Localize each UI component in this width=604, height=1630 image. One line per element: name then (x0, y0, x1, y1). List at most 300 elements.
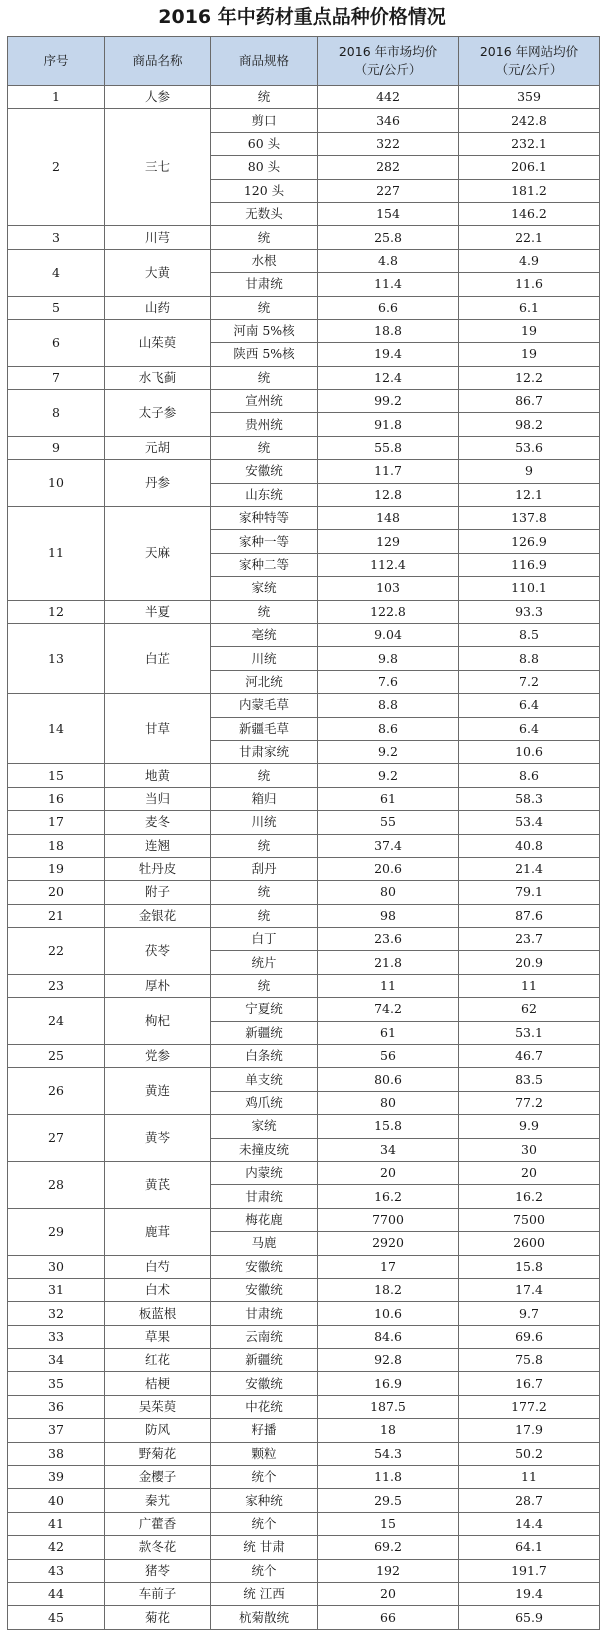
cell-market-price: 23.6 (318, 928, 459, 951)
cell-market-price: 98 (318, 904, 459, 927)
table-row (8, 1559, 600, 1582)
cell-product-spec: 统 (211, 764, 318, 787)
cell-product-spec: 甘肃统 (211, 1302, 318, 1325)
cell-product-name: 川芎 (105, 226, 211, 249)
header-website-price-label: 2016 年网站均价 (479, 44, 579, 59)
cell-market-price: 18 (318, 1419, 459, 1442)
header-product-name: 商品名称 (105, 37, 211, 86)
cell-product-spec: 安徽统 (211, 1255, 318, 1278)
cell-product-name: 野菊花 (105, 1442, 211, 1465)
cell-product-spec: 统个 (211, 1466, 318, 1489)
cell-website-price: 12.1 (459, 483, 600, 506)
cell-serial-no: 19 (8, 857, 105, 880)
cell-product-spec: 家种特等 (211, 507, 318, 530)
table-row (8, 811, 600, 834)
cell-serial-no: 8 (8, 390, 105, 437)
cell-market-price: 55 (318, 811, 459, 834)
cell-product-name: 厚朴 (105, 974, 211, 997)
cell-serial-no: 42 (8, 1536, 105, 1559)
cell-serial-no: 2 (8, 109, 105, 226)
table-row (8, 1068, 600, 1091)
header-market-price-label: 2016 年市场均价 (338, 44, 438, 59)
cell-market-price: 18.2 (318, 1278, 459, 1301)
cell-market-price: 6.6 (318, 296, 459, 319)
table-row (8, 1466, 600, 1489)
cell-website-price: 4.9 (459, 249, 600, 272)
cell-serial-no: 39 (8, 1466, 105, 1489)
cell-market-price: 91.8 (318, 413, 459, 436)
cell-website-price: 86.7 (459, 390, 600, 413)
cell-website-price: 10.6 (459, 740, 600, 763)
cell-product-spec: 统 (211, 600, 318, 623)
cell-market-price: 54.3 (318, 1442, 459, 1465)
cell-product-spec: 统 (211, 366, 318, 389)
cell-product-spec: 白丁 (211, 928, 318, 951)
cell-market-price: 16.2 (318, 1185, 459, 1208)
cell-website-price: 8.5 (459, 623, 600, 646)
cell-website-price: 79.1 (459, 881, 600, 904)
cell-serial-no: 22 (8, 928, 105, 975)
cell-product-name: 三七 (105, 109, 211, 226)
cell-website-price: 30 (459, 1138, 600, 1161)
cell-market-price: 99.2 (318, 390, 459, 413)
cell-market-price: 12.8 (318, 483, 459, 506)
table-row (8, 1208, 600, 1231)
cell-product-name: 红花 (105, 1349, 211, 1372)
cell-product-spec: 籽播 (211, 1419, 318, 1442)
cell-website-price: 110.1 (459, 577, 600, 600)
cell-market-price: 56 (318, 1045, 459, 1068)
cell-product-spec: 统 (211, 881, 318, 904)
cell-product-name: 丹参 (105, 460, 211, 507)
cell-website-price: 17.9 (459, 1419, 600, 1442)
cell-market-price: 12.4 (318, 366, 459, 389)
cell-serial-no: 34 (8, 1349, 105, 1372)
cell-product-spec: 剪口 (211, 109, 318, 132)
cell-product-spec: 家种一等 (211, 530, 318, 553)
cell-website-price: 14.4 (459, 1512, 600, 1535)
table-row (8, 1489, 600, 1512)
cell-product-name: 连翘 (105, 834, 211, 857)
cell-serial-no: 27 (8, 1115, 105, 1162)
cell-product-name: 黄芪 (105, 1161, 211, 1208)
cell-market-price: 55.8 (318, 436, 459, 459)
cell-website-price: 22.1 (459, 226, 600, 249)
cell-product-spec: 宁夏统 (211, 998, 318, 1021)
table-row (8, 1583, 600, 1606)
cell-product-spec: 箱归 (211, 787, 318, 810)
cell-serial-no: 43 (8, 1559, 105, 1582)
cell-market-price: 17 (318, 1255, 459, 1278)
table-body (8, 86, 600, 1630)
cell-website-price: 46.7 (459, 1045, 600, 1068)
cell-product-name: 天麻 (105, 507, 211, 601)
cell-market-price: 7700 (318, 1208, 459, 1231)
cell-product-name: 吴茱萸 (105, 1395, 211, 1418)
cell-website-price: 9.9 (459, 1115, 600, 1138)
cell-product-spec: 甘肃统 (211, 1185, 318, 1208)
table-row (8, 1278, 600, 1301)
table-row (8, 436, 600, 459)
table-row (8, 390, 600, 413)
cell-product-spec: 统 (211, 904, 318, 927)
cell-website-price: 137.8 (459, 507, 600, 530)
cell-product-name: 甘草 (105, 694, 211, 764)
cell-serial-no: 29 (8, 1208, 105, 1255)
cell-product-spec: 统 (211, 86, 318, 109)
table-row (8, 319, 600, 342)
table-row (8, 928, 600, 951)
cell-serial-no: 14 (8, 694, 105, 764)
cell-serial-no: 5 (8, 296, 105, 319)
cell-product-name: 山药 (105, 296, 211, 319)
cell-serial-no: 36 (8, 1395, 105, 1418)
cell-website-price: 23.7 (459, 928, 600, 951)
cell-product-spec: 统 (211, 834, 318, 857)
cell-website-price: 116.9 (459, 553, 600, 576)
cell-website-price: 98.2 (459, 413, 600, 436)
cell-product-spec: 新疆统 (211, 1021, 318, 1044)
cell-website-price: 15.8 (459, 1255, 600, 1278)
cell-serial-no: 37 (8, 1419, 105, 1442)
cell-product-name: 附子 (105, 881, 211, 904)
cell-market-price: 21.8 (318, 951, 459, 974)
cell-website-price: 53.1 (459, 1021, 600, 1044)
cell-product-spec: 统 甘肃 (211, 1536, 318, 1559)
cell-market-price: 11.4 (318, 273, 459, 296)
table-row (8, 1045, 600, 1068)
cell-serial-no: 25 (8, 1045, 105, 1068)
table-row (8, 834, 600, 857)
header-website-price (459, 37, 600, 86)
cell-product-spec: 中花统 (211, 1395, 318, 1418)
table-row (8, 507, 600, 530)
cell-serial-no: 1 (8, 86, 105, 109)
cell-market-price: 7.6 (318, 670, 459, 693)
cell-market-price: 282 (318, 156, 459, 179)
table-row (8, 1606, 600, 1629)
cell-product-spec: 马鹿 (211, 1232, 318, 1255)
cell-product-name: 白芷 (105, 623, 211, 693)
cell-serial-no: 17 (8, 811, 105, 834)
cell-product-spec: 新疆毛草 (211, 717, 318, 740)
cell-product-spec: 甘肃家统 (211, 740, 318, 763)
cell-market-price: 148 (318, 507, 459, 530)
cell-website-price: 53.4 (459, 811, 600, 834)
cell-serial-no: 24 (8, 998, 105, 1045)
cell-serial-no: 28 (8, 1161, 105, 1208)
cell-serial-no: 26 (8, 1068, 105, 1115)
cell-product-name: 枸杞 (105, 998, 211, 1045)
header-serial-no: 序号 (8, 37, 105, 86)
cell-serial-no: 32 (8, 1302, 105, 1325)
table-row (8, 787, 600, 810)
cell-website-price: 17.4 (459, 1278, 600, 1301)
cell-product-name: 人参 (105, 86, 211, 109)
cell-website-price: 6.1 (459, 296, 600, 319)
cell-market-price: 9.04 (318, 623, 459, 646)
cell-product-name: 防风 (105, 1419, 211, 1442)
cell-market-price: 80.6 (318, 1068, 459, 1091)
cell-serial-no: 45 (8, 1606, 105, 1629)
cell-serial-no: 11 (8, 507, 105, 601)
table-row (8, 1161, 600, 1184)
cell-market-price: 15 (318, 1512, 459, 1535)
price-table (7, 36, 600, 1630)
cell-website-price: 19 (459, 343, 600, 366)
header-market-price-unit: （元/公斤） (354, 62, 422, 77)
cell-product-name: 桔梗 (105, 1372, 211, 1395)
cell-website-price: 177.2 (459, 1395, 600, 1418)
cell-product-name: 板蓝根 (105, 1302, 211, 1325)
table-header (8, 37, 600, 86)
cell-market-price: 16.9 (318, 1372, 459, 1395)
cell-market-price: 122.8 (318, 600, 459, 623)
cell-serial-no: 3 (8, 226, 105, 249)
cell-website-price: 64.1 (459, 1536, 600, 1559)
cell-product-spec: 水根 (211, 249, 318, 272)
cell-product-spec: 新疆统 (211, 1349, 318, 1372)
cell-product-spec: 60 头 (211, 132, 318, 155)
cell-website-price: 12.2 (459, 366, 600, 389)
cell-website-price: 20.9 (459, 951, 600, 974)
cell-market-price: 9.2 (318, 764, 459, 787)
cell-serial-no: 21 (8, 904, 105, 927)
cell-market-price: 15.8 (318, 1115, 459, 1138)
cell-market-price: 20.6 (318, 857, 459, 880)
cell-market-price: 80 (318, 881, 459, 904)
cell-serial-no: 20 (8, 881, 105, 904)
cell-market-price: 34 (318, 1138, 459, 1161)
cell-product-spec: 家种二等 (211, 553, 318, 576)
table-row (8, 904, 600, 927)
cell-website-price: 40.8 (459, 834, 600, 857)
cell-serial-no: 9 (8, 436, 105, 459)
cell-product-spec: 河北统 (211, 670, 318, 693)
cell-serial-no: 18 (8, 834, 105, 857)
cell-product-name: 半夏 (105, 600, 211, 623)
cell-website-price: 65.9 (459, 1606, 600, 1629)
cell-market-price: 69.2 (318, 1536, 459, 1559)
cell-website-price: 28.7 (459, 1489, 600, 1512)
table-row (8, 1536, 600, 1559)
cell-website-price: 16.2 (459, 1185, 600, 1208)
cell-market-price: 11 (318, 974, 459, 997)
cell-website-price: 16.7 (459, 1372, 600, 1395)
table-row (8, 86, 600, 109)
cell-product-name: 广藿香 (105, 1512, 211, 1535)
cell-market-price: 18.8 (318, 319, 459, 342)
cell-website-price: 19 (459, 319, 600, 342)
table-row (8, 974, 600, 997)
cell-serial-no: 23 (8, 974, 105, 997)
table-row (8, 1349, 600, 1372)
cell-product-name: 猪苓 (105, 1559, 211, 1582)
cell-product-spec: 杭菊散统 (211, 1606, 318, 1629)
table-row (8, 881, 600, 904)
cell-product-spec: 家统 (211, 577, 318, 600)
cell-website-price: 77.2 (459, 1091, 600, 1114)
cell-product-name: 金银花 (105, 904, 211, 927)
cell-market-price: 80 (318, 1091, 459, 1114)
cell-serial-no: 33 (8, 1325, 105, 1348)
table-row (8, 226, 600, 249)
cell-serial-no: 6 (8, 319, 105, 366)
cell-market-price: 154 (318, 202, 459, 225)
header-row (8, 37, 600, 86)
cell-product-name: 麦冬 (105, 811, 211, 834)
cell-market-price: 322 (318, 132, 459, 155)
cell-product-spec: 统个 (211, 1559, 318, 1582)
cell-website-price: 69.6 (459, 1325, 600, 1348)
cell-website-price: 6.4 (459, 717, 600, 740)
cell-product-spec: 宣州统 (211, 390, 318, 413)
cell-product-name: 元胡 (105, 436, 211, 459)
cell-market-price: 11.8 (318, 1466, 459, 1489)
cell-market-price: 8.8 (318, 694, 459, 717)
table-row (8, 1372, 600, 1395)
cell-market-price: 25.8 (318, 226, 459, 249)
cell-product-spec: 统 (211, 436, 318, 459)
cell-product-spec: 家种统 (211, 1489, 318, 1512)
page-title: 2016 年中药材重点品种价格情况 (158, 6, 446, 28)
cell-product-spec: 80 头 (211, 156, 318, 179)
cell-market-price: 8.6 (318, 717, 459, 740)
cell-product-spec: 统个 (211, 1512, 318, 1535)
cell-website-price: 7500 (459, 1208, 600, 1231)
cell-product-spec: 内蒙统 (211, 1161, 318, 1184)
table-row (8, 694, 600, 717)
cell-market-price: 187.5 (318, 1395, 459, 1418)
cell-serial-no: 13 (8, 623, 105, 693)
cell-market-price: 20 (318, 1583, 459, 1606)
cell-product-spec: 统片 (211, 951, 318, 974)
cell-market-price: 112.4 (318, 553, 459, 576)
cell-market-price: 20 (318, 1161, 459, 1184)
table-row (8, 1115, 600, 1138)
cell-product-name: 太子参 (105, 390, 211, 437)
cell-market-price: 9.8 (318, 647, 459, 670)
cell-website-price: 11 (459, 1466, 600, 1489)
cell-website-price: 87.6 (459, 904, 600, 927)
cell-product-spec: 甘肃统 (211, 273, 318, 296)
cell-website-price: 93.3 (459, 600, 600, 623)
cell-market-price: 10.6 (318, 1302, 459, 1325)
cell-product-spec: 川统 (211, 811, 318, 834)
cell-website-price: 206.1 (459, 156, 600, 179)
table-row (8, 460, 600, 483)
cell-website-price: 242.8 (459, 109, 600, 132)
cell-market-price: 442 (318, 86, 459, 109)
header-market-price (318, 37, 459, 86)
cell-website-price: 19.4 (459, 1583, 600, 1606)
cell-product-spec: 鸡爪统 (211, 1091, 318, 1114)
cell-market-price: 19.4 (318, 343, 459, 366)
cell-market-price: 346 (318, 109, 459, 132)
table-row (8, 109, 600, 132)
cell-website-price: 62 (459, 998, 600, 1021)
cell-product-spec: 无数头 (211, 202, 318, 225)
cell-website-price: 7.2 (459, 670, 600, 693)
cell-product-name: 水飞蓟 (105, 366, 211, 389)
table-row (8, 1255, 600, 1278)
cell-market-price: 92.8 (318, 1349, 459, 1372)
cell-product-name: 地黄 (105, 764, 211, 787)
cell-product-spec: 统 (211, 974, 318, 997)
cell-product-name: 党参 (105, 1045, 211, 1068)
cell-serial-no: 7 (8, 366, 105, 389)
cell-website-price: 9.7 (459, 1302, 600, 1325)
cell-product-name: 黄连 (105, 1068, 211, 1115)
cell-website-price: 50.2 (459, 1442, 600, 1465)
cell-product-spec: 统 江西 (211, 1583, 318, 1606)
cell-product-name: 黄芩 (105, 1115, 211, 1162)
cell-website-price: 181.2 (459, 179, 600, 202)
header-website-price-unit: （元/公斤） (495, 62, 563, 77)
cell-product-name: 金樱子 (105, 1466, 211, 1489)
cell-website-price: 58.3 (459, 787, 600, 810)
cell-product-spec: 云南统 (211, 1325, 318, 1348)
cell-serial-no: 15 (8, 764, 105, 787)
cell-product-name: 大黄 (105, 249, 211, 296)
cell-product-spec: 陕西 5%核 (211, 343, 318, 366)
table-row (8, 857, 600, 880)
cell-product-name: 鹿茸 (105, 1208, 211, 1255)
cell-website-price: 191.7 (459, 1559, 600, 1582)
cell-product-spec: 亳统 (211, 623, 318, 646)
cell-market-price: 103 (318, 577, 459, 600)
cell-website-price: 53.6 (459, 436, 600, 459)
cell-product-spec: 统 (211, 296, 318, 319)
table-row (8, 1419, 600, 1442)
cell-product-spec: 河南 5%核 (211, 319, 318, 342)
cell-product-spec: 安徽统 (211, 460, 318, 483)
cell-market-price: 37.4 (318, 834, 459, 857)
cell-product-spec: 安徽统 (211, 1372, 318, 1395)
cell-website-price: 126.9 (459, 530, 600, 553)
cell-website-price: 6.4 (459, 694, 600, 717)
cell-website-price: 146.2 (459, 202, 600, 225)
cell-market-price: 11.7 (318, 460, 459, 483)
cell-market-price: 29.5 (318, 1489, 459, 1512)
cell-product-spec: 未撞皮统 (211, 1138, 318, 1161)
cell-website-price: 21.4 (459, 857, 600, 880)
cell-market-price: 61 (318, 1021, 459, 1044)
cell-product-spec: 白条统 (211, 1045, 318, 1068)
table-row (8, 623, 600, 646)
cell-product-name: 菊花 (105, 1606, 211, 1629)
cell-website-price: 2600 (459, 1232, 600, 1255)
cell-product-spec: 家统 (211, 1115, 318, 1138)
cell-serial-no: 44 (8, 1583, 105, 1606)
cell-serial-no: 31 (8, 1278, 105, 1301)
cell-product-spec: 单支统 (211, 1068, 318, 1091)
cell-website-price: 11.6 (459, 273, 600, 296)
table-row (8, 249, 600, 272)
cell-market-price: 227 (318, 179, 459, 202)
cell-market-price: 66 (318, 1606, 459, 1629)
table-row (8, 1302, 600, 1325)
cell-product-spec: 内蒙毛草 (211, 694, 318, 717)
cell-product-name: 白术 (105, 1278, 211, 1301)
table-row (8, 296, 600, 319)
cell-product-name: 山茱萸 (105, 319, 211, 366)
cell-product-spec: 梅花鹿 (211, 1208, 318, 1231)
table-row (8, 1512, 600, 1535)
cell-product-name: 当归 (105, 787, 211, 810)
cell-market-price: 192 (318, 1559, 459, 1582)
cell-product-name: 款冬花 (105, 1536, 211, 1559)
